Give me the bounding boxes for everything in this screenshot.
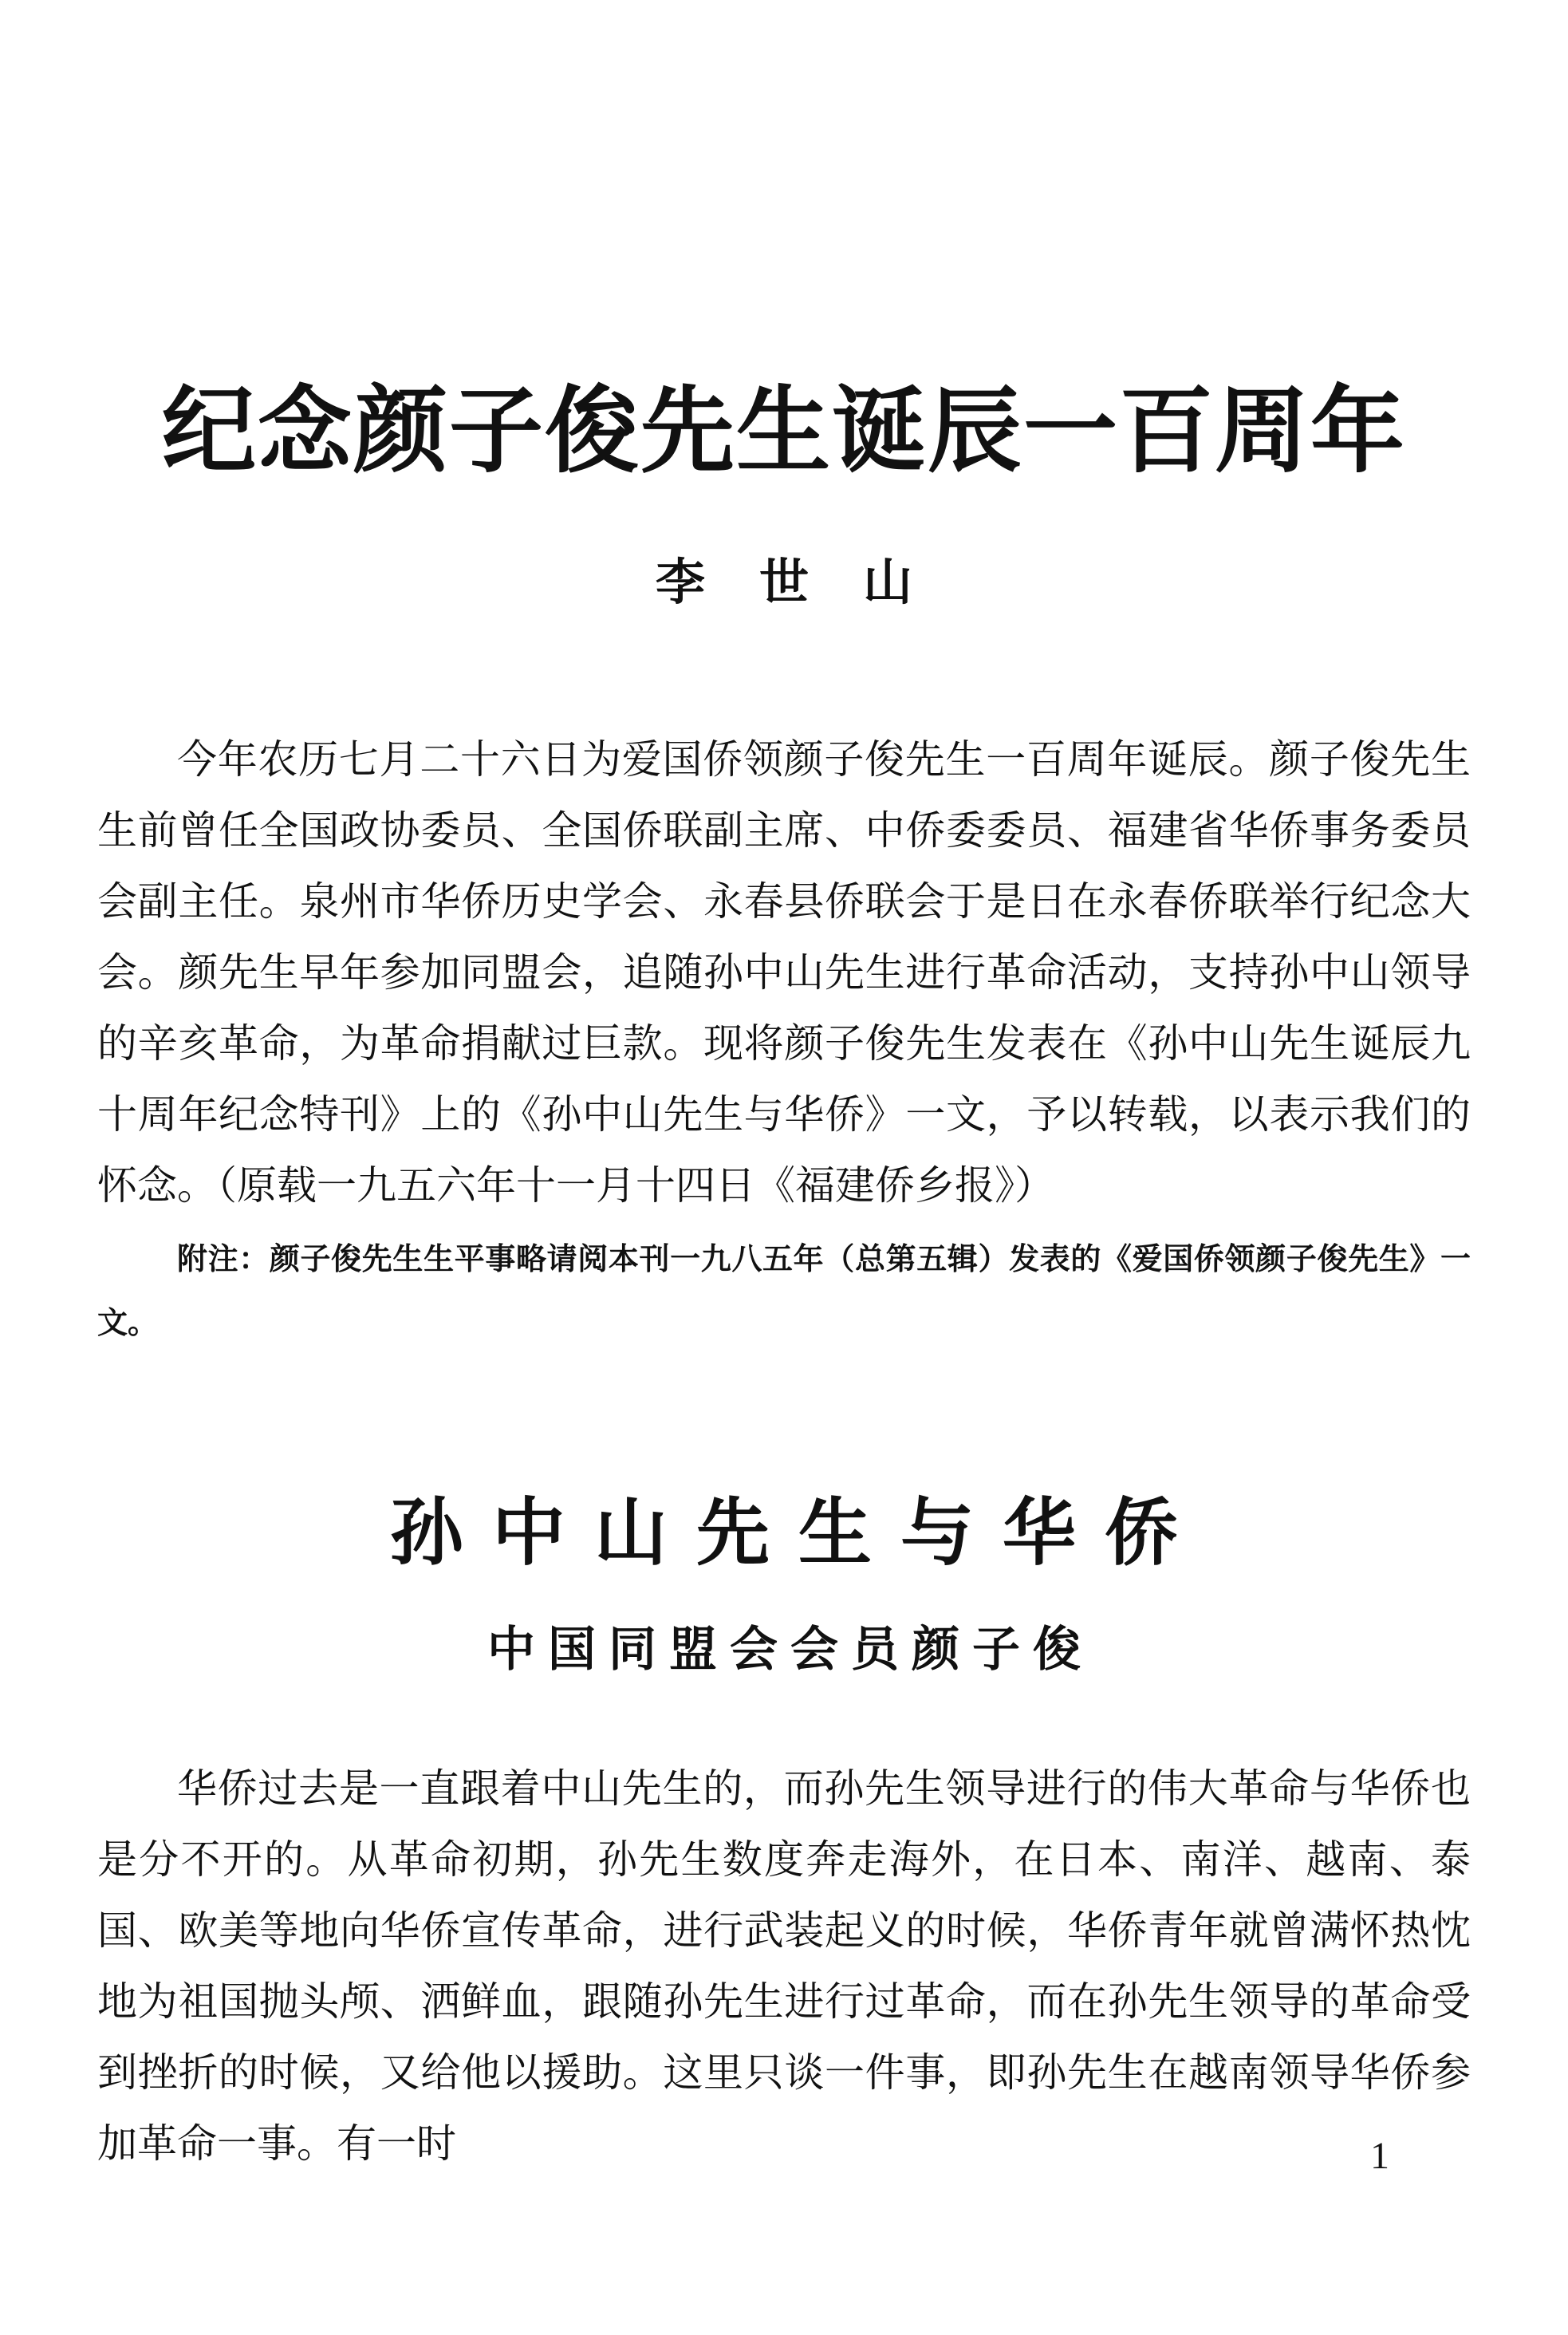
reprint-byline: 中国同盟会会员颜子俊 — [487, 1622, 1093, 1678]
article-author: 李世山 — [655, 553, 967, 611]
footnote: 附注：颜子俊先生生平事略请阅本刊一九八五年（总第五辑）发表的《爱国侨领颜子俊先生》一文。 — [97, 1240, 1471, 1340]
intro-paragraph: 今年农历七月二十六日为爱国侨领颜子俊先生一百周年诞辰。颜子俊先生生前曾任全国政协委员、全国侨联副主席、中侨委委员、福建省华侨事务委员会副主任。泉州市华侨历史学会、永春县侨联会于是日在永春侨联举行纪念大会。颜先生早年参加同盟会，追随孙中山先生进行革命活动，支持孙中山领导的辛亥革命，为革命捐献过巨款。现将颜子俊先生发表在《孙中山先生诞辰九十周年纪念特刊》上的《孙中山先生与华侨》一文，予以转载，以表示我们的怀念。（原载一九五六年十一月十四日《福建侨乡报》） — [97, 736, 1471, 1209]
article-title: 纪念颜子俊先生诞辰一百周年 — [161, 375, 1406, 486]
reprint-body-paragraph: 华侨过去是一直跟着中山先生的，而孙先生领导进行的伟大革命与华侨也是分不开的。从革命初期，孙先生数度奔走海外，在日本、南洋、越南、泰国、欧美等地向华侨宣传革命，进行武装起义的时候，华侨青年就曾满怀热忱地为祖国抛头颅、洒鲜血，跟随孙先生进行过革命，而在孙先生领导的革命受到挫折的时候，又给他以援助。这里只谈一件事，即孙先生在越南领导华侨参加革命一事。有一时 — [97, 1765, 1471, 2167]
page-number: 1 — [1370, 2135, 1389, 2177]
reprint-title: 孙中山先生与华侨 — [389, 1489, 1207, 1576]
